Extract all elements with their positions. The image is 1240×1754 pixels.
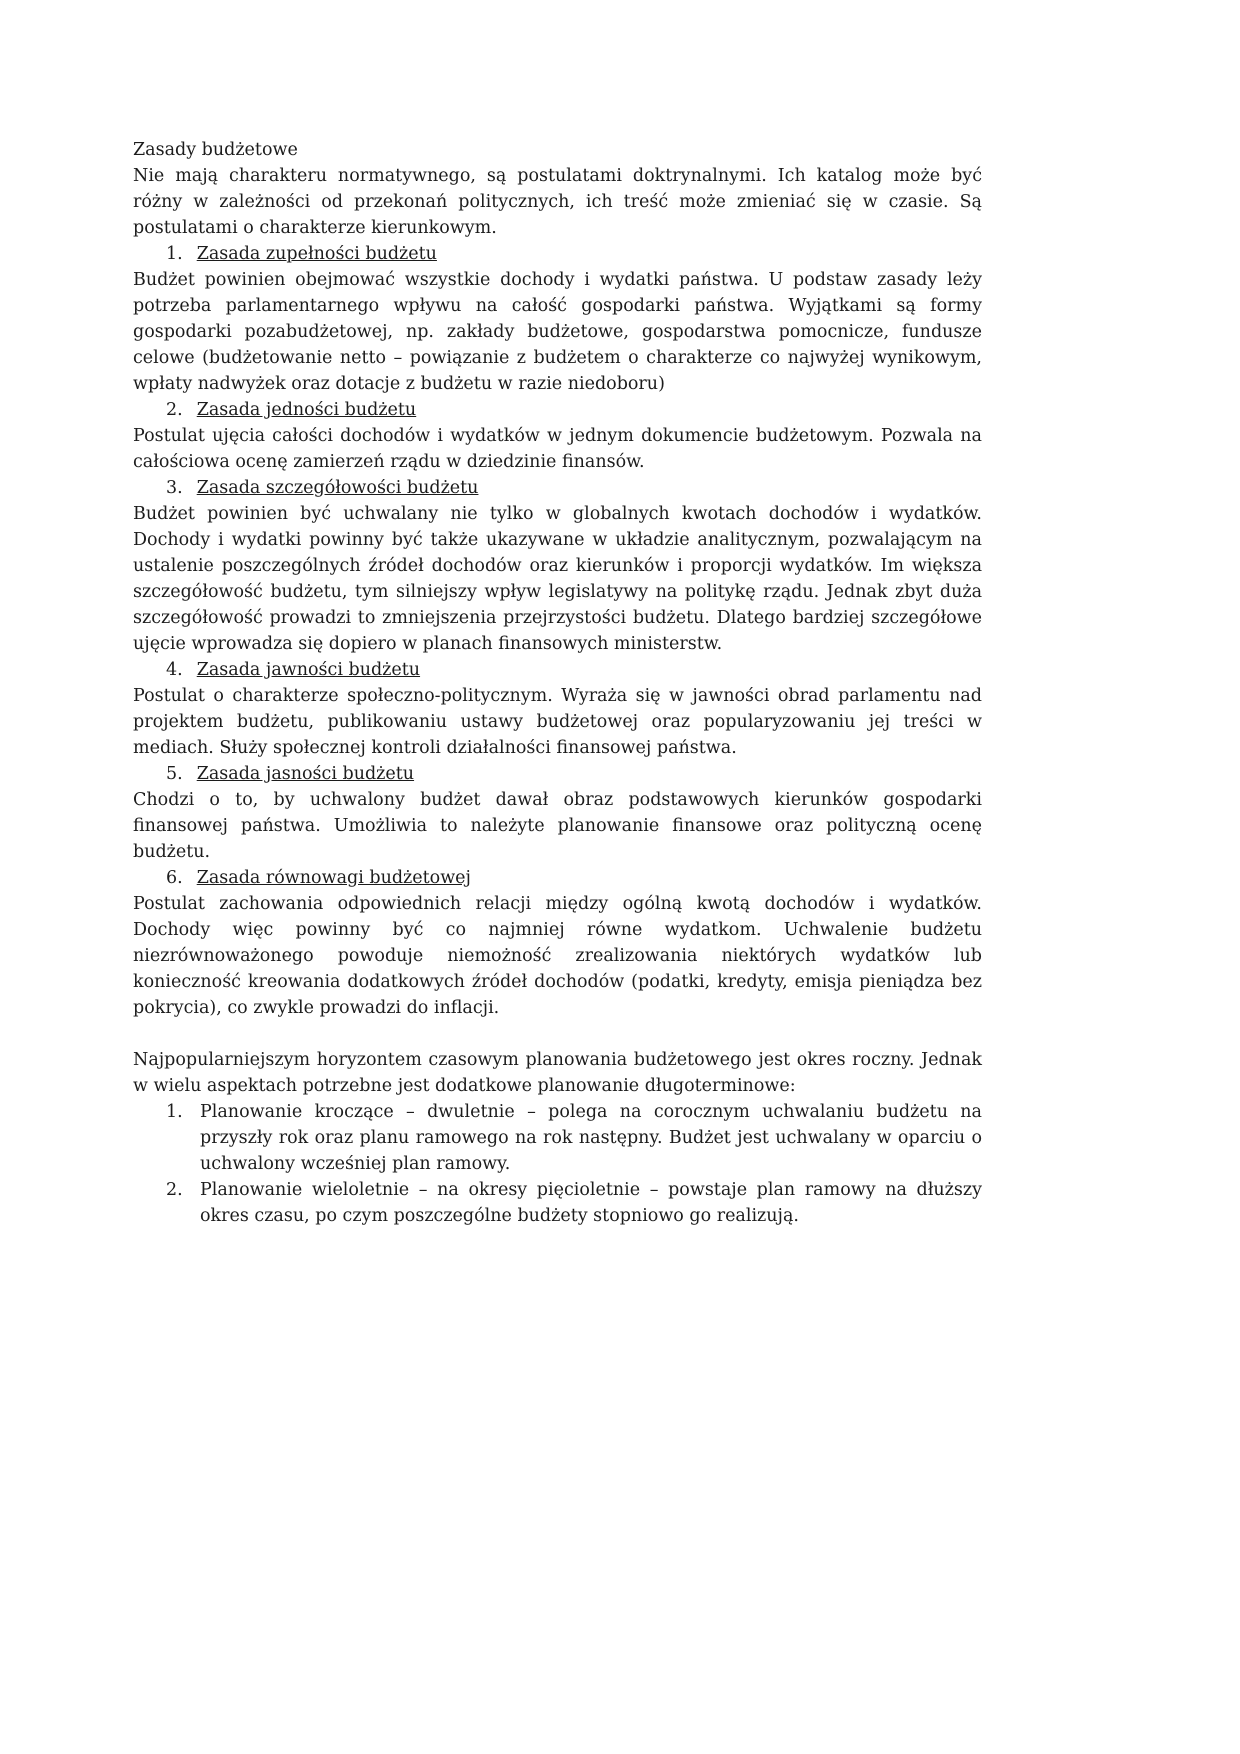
planning-item-1-number: 1. [166,1102,183,1122]
section-5-number: 5. [166,764,183,784]
section-5-body: Chodzi o to, by uchwalony budżet dawał obraz podstawowych kierunków gospodarki finansowej państwa. Umożliwia to należyte planowanie finansowe oraz polityczną ocenę budżetu. [133,790,982,862]
section-6-number: 6. [166,868,183,888]
closing-paragraph: Najpopularniejszym horyzontem czasowym planowania budżetowego jest okres roczny. Jednak w wielu aspektach potrzebne jest dodatkowe planowanie długoterminowe: [133,1050,982,1096]
planning-item-1 [166,1099,982,1177]
section-4-heading [166,657,982,683]
section-4-number: 4. [166,660,183,680]
planning-item-2-text: Planowanie wieloletnie – na okresy pięcioletnie – powstaje plan ramowy na dłuższy okres czasu, po czym poszczególne budżety stopniowo go realizują. [200,1180,982,1226]
section-5-heading-text: Zasada jasności budżetu [196,764,415,784]
doc-title: Zasady budżetowe [133,140,298,160]
section-3-body: Budżet powinien być uchwalany nie tylko w globalnych kwotach dochodów i wydatków. Dochody i wydatki powinny być także ukazywane w układzie analitycznym, pozwalającym na ustalenie poszczególnych źródeł dochodów oraz kierunków i proporcji wydatków. Im większa szczegółowość budżetu, tym silniejszy wpływ legislatywy na politykę rządu. Jednak zbyt duża szczegółowość prowadzi to zmniejszenia przejrzystości budżetu. Dlatego bardziej szczegółowe ujęcie wprowadza się dopiero w planach finansowych ministerstw. [133,504,982,654]
section-1-body: Budżet powinien obejmować wszystkie dochody i wydatki państwa. U podstaw zasady leży potrzeba parlamentarnego wpływu na całość gospodarki państwa. Wyjątkami są formy gospodarki pozabudżetowej, np. zakłady budżetowe, gospodarstwa pomocnicze, fundusze celowe (budżetowanie netto – powiązanie z budżetem o charakterze co najwyżej wynikowym, wpłaty nadwyżek oraz dotacje z budżetu w razie niedoboru) [133,270,982,394]
section-2-heading [166,397,982,423]
section-1-heading-text: Zasada zupełności budżetu [196,244,437,264]
planning-item-2 [166,1177,982,1229]
section-2-number: 2. [166,400,183,420]
section-3-number: 3. [166,478,183,498]
section-6-body: Postulat zachowania odpowiednich relacji między ogólną kwotą dochodów i wydatków. Dochody więc powinny być co najmniej równe wydatkom. Uchwalenie budżetu niezrównoważonego powoduje niemożność zrealizowania niektórych wydatków lub konieczność kreowania dodatkowych źródeł dochodów (podatki, kredyty, emisja pieniądza bez pokrycia), co zwykle prowadzi do inflacji. [133,894,982,1018]
section-5-heading [166,761,982,787]
section-1-heading [166,241,982,267]
section-3-heading [166,475,982,501]
section-6-heading-text: Zasada równowagi budżetowej [196,868,471,888]
section-4-heading-text: Zasada jawności budżetu [196,660,421,680]
section-3-heading-text: Zasada szczegółowości budżetu [196,478,479,498]
section-4-body: Postulat o charakterze społeczno-politycznym. Wyraża się w jawności obrad parlamentu nad projektem budżetu, publikowaniu ustawy budżetowej oraz popularyzowaniu jej treści w mediach. Służy społecznej kontroli działalności finansowej państwa. [133,686,982,758]
section-2-body: Postulat ujęcia całości dochodów i wydatków w jednym dokumencie budżetowym. Pozwala na całościowa ocenę zamierzeń rządu w dziedzinie finansów. [133,426,982,472]
section-1-number: 1. [166,244,183,264]
planning-item-1-text: Planowanie kroczące – dwuletnie – polega na corocznym uchwalaniu budżetu na przyszły rok oraz planu ramowego na rok następny. Budżet jest uchwalany w oparciu o uchwalony wcześniej plan ramowy. [200,1102,982,1174]
planning-item-2-number: 2. [166,1180,183,1200]
section-2-heading-text: Zasada jedności budżetu [196,400,417,420]
section-6-heading [166,865,982,891]
intro-paragraph: Nie mają charakteru normatywnego, są postulatami doktrynalnymi. Ich katalog może być różny w zależności od przekonań politycznych, ich treść może zmieniać się w czasie. Są postulatami o charakterze kierunkowym. [133,166,982,238]
blank-line [133,1021,982,1047]
